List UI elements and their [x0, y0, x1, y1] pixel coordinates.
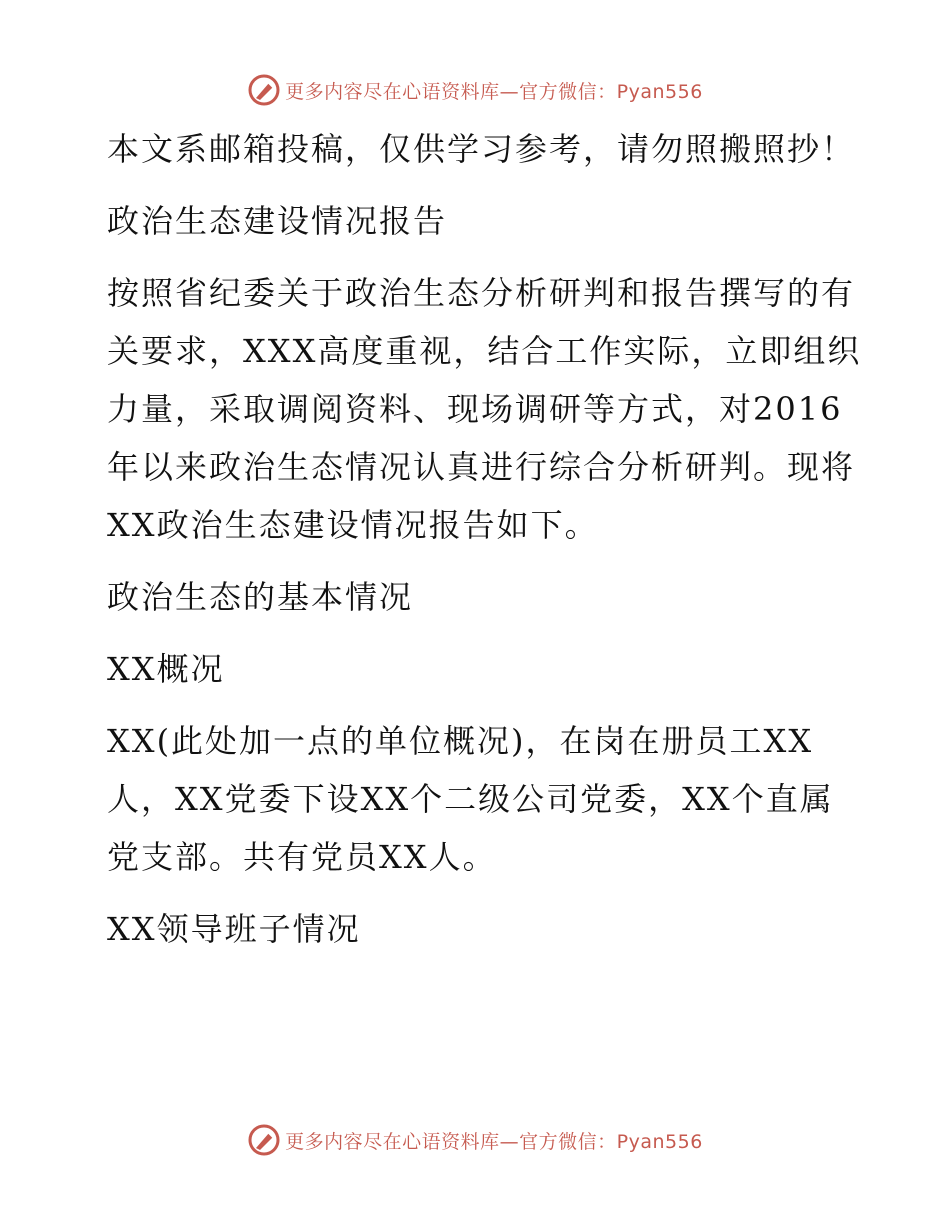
document-body — [97, 120, 867, 958]
wechat-handle: Pyan556 — [616, 1130, 703, 1153]
footer-watermark — [0, 1120, 950, 1160]
document-title: 政治生态建设情况报告 — [107, 202, 448, 240]
wechat-handle: Pyan556 — [616, 80, 703, 103]
watermark-text: 更多内容尽在心语资料库—官方微信：Pyan556 — [285, 80, 703, 103]
intro-paragraph: 按照省纪委关于政治生态分析研判和报告撰写的有关要求，XXX高度重视，结合工作实际，立即组织力量，采取调阅资料、现场调研等方式，对2016年以来政治生态情况认真进行综合分析研判。现将XX政治生态建设情况报告如下。 — [107, 274, 862, 544]
logo-icon — [247, 1123, 281, 1157]
overview-paragraph: XX(此处加一点的单位概况)，在岗在册员工XX人，XX党委下设XX个二级公司党委，XX个直属党支部。共有党员XX人。 — [107, 722, 834, 876]
subheading-leadership: XX领导班子情况 — [107, 910, 361, 948]
watermark-text: 更多内容尽在心语资料库—官方微信：Pyan556 — [285, 1130, 703, 1153]
header-watermark — [0, 70, 950, 110]
disclaimer: 本文系邮箱投稿，仅供学习参考，请勿照搬照抄！ — [107, 130, 856, 168]
section-heading-basic: 政治生态的基本情况 — [107, 578, 414, 616]
subheading-overview: XX概况 — [107, 650, 225, 688]
logo-icon — [247, 73, 281, 107]
